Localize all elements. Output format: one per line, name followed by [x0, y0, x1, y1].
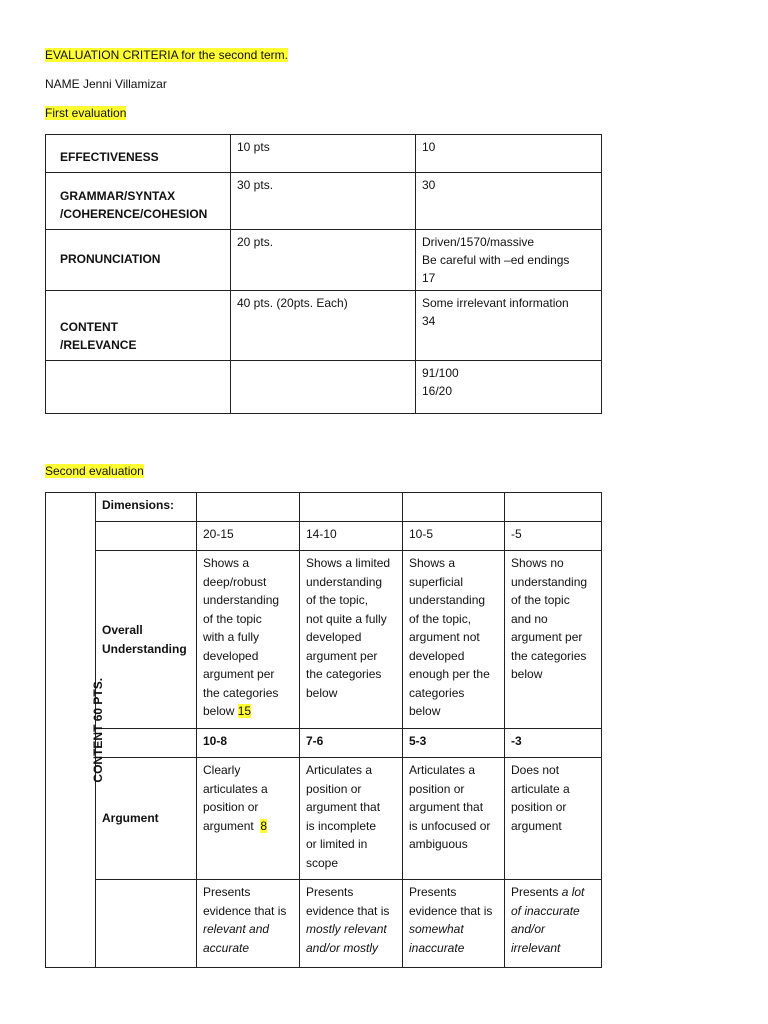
range-cell: 20-15 — [197, 522, 300, 551]
range-cell: 10-5 — [403, 522, 505, 551]
descriptor-line: below — [511, 667, 543, 681]
descriptor-cell — [505, 551, 602, 729]
descriptor-cell — [403, 880, 505, 968]
descriptor-line: is incomplete — [306, 818, 377, 833]
descriptor-line: not quite a fully — [306, 611, 387, 626]
side-label-text: CONTENT 60 PTS. — [91, 677, 106, 783]
descriptor-line: argument that — [306, 800, 381, 814]
total-cell — [416, 361, 602, 414]
descriptor-line: understanding — [306, 574, 383, 589]
descriptor-line: Presents — [409, 885, 457, 899]
descriptor-line: argument per — [203, 667, 275, 681]
second-evaluation-label: Second evaluation — [45, 464, 144, 478]
table-row — [46, 758, 602, 880]
descriptor-cell — [197, 551, 300, 729]
descriptor-line: Shows a limited — [306, 556, 391, 570]
descriptor-line: the categories — [203, 685, 279, 700]
descriptor-line: Shows a — [203, 556, 250, 570]
empty-cell — [96, 880, 197, 968]
score-cell — [416, 135, 602, 173]
score-line: Be careful with –ed endings — [422, 253, 570, 267]
descriptor-line: argument — [511, 818, 562, 833]
rubric-table — [45, 492, 602, 968]
range-cell: -3 — [505, 729, 602, 758]
descriptor-line: evidence that is — [306, 903, 390, 918]
descriptor-line: argument per — [511, 630, 583, 644]
descriptor-line: relevant and — [203, 922, 270, 936]
descriptor-line: superficial — [409, 574, 464, 589]
descriptor-text-italic: a lot — [561, 885, 585, 899]
points-cell: 30 pts. — [231, 173, 416, 230]
empty-cell — [96, 522, 197, 551]
argument-score-highlight: 8 — [260, 818, 268, 833]
descriptor-line: of inaccurate — [511, 903, 580, 918]
table-row — [46, 729, 602, 758]
descriptor-line — [203, 817, 293, 836]
dimension-label-line: Overall — [102, 623, 143, 637]
descriptor-line: below — [409, 704, 441, 718]
score-cell — [416, 291, 602, 361]
descriptor-line: argument per — [306, 648, 378, 663]
descriptor-cell — [300, 551, 403, 729]
descriptor-line: Articulates a — [409, 763, 476, 777]
descriptor-text: below — [203, 704, 235, 718]
range-cell: 5-3 — [403, 729, 505, 758]
table-row — [46, 493, 602, 522]
criterion-cell: EFFECTIVENESS — [46, 135, 231, 173]
score-line: 30 — [422, 178, 436, 192]
descriptor-line: position or — [409, 781, 465, 796]
empty-cell — [403, 493, 505, 522]
criterion-cell — [46, 291, 231, 361]
descriptor-line: accurate — [203, 940, 250, 955]
score-cell — [416, 173, 602, 230]
criterion-line: /COHERENCE/COHESION — [60, 207, 208, 221]
score-line: 34 — [422, 314, 436, 328]
descriptor-line: mostly relevant — [306, 922, 387, 936]
descriptor-line: inaccurate — [409, 940, 465, 955]
descriptor-line: understanding — [203, 593, 280, 607]
descriptor-line: and/or — [511, 922, 546, 936]
descriptor-line: below — [306, 685, 338, 700]
overall-score-highlight: 15 — [237, 704, 252, 718]
table-row — [46, 522, 602, 551]
empty-cell — [96, 729, 197, 758]
score-line: 10 — [422, 140, 436, 154]
descriptor-line: ambiguous — [409, 837, 468, 851]
points-cell: 20 pts. — [231, 230, 416, 291]
points-cell: 10 pts — [231, 135, 416, 173]
descriptor-line: enough per the — [409, 667, 490, 681]
descriptor-line: evidence that is — [203, 903, 287, 918]
descriptor-text: argument — [203, 818, 254, 833]
descriptor-line: Shows no — [511, 556, 564, 570]
descriptor-line: Shows a — [409, 556, 456, 570]
table-row — [46, 230, 602, 291]
empty-cell — [197, 493, 300, 522]
descriptor-line: Clearly — [203, 763, 241, 777]
criterion-line: GRAMMAR/SYNTAX — [60, 189, 176, 203]
descriptor-cell — [197, 758, 300, 880]
criterion-line: /RELEVANCE — [60, 338, 137, 352]
descriptor-cell — [300, 758, 403, 880]
descriptor-line: of the topic — [203, 611, 262, 626]
title-highlight: EVALUATION CRITERIA for the second term. — [45, 48, 288, 62]
table-row — [46, 173, 602, 230]
first-evaluation-table — [45, 134, 602, 414]
descriptor-line: developed — [203, 648, 259, 663]
table-row — [46, 135, 602, 173]
descriptor-line: Articulates a — [306, 763, 373, 777]
descriptor-line: and no — [511, 611, 548, 626]
descriptor-line: articulates a — [203, 781, 268, 796]
descriptor-line: deep/robust — [203, 574, 267, 589]
descriptor-cell — [300, 880, 403, 968]
descriptor-cell — [403, 551, 505, 729]
first-evaluation-label: First evaluation — [45, 106, 127, 120]
criterion-cell — [46, 173, 231, 230]
descriptor-line: with a fully — [203, 630, 260, 644]
descriptor-line — [511, 883, 595, 902]
descriptor-line: of the topic, — [409, 611, 472, 626]
descriptor-line: somewhat — [409, 922, 464, 936]
descriptor-line: evidence that is — [409, 903, 493, 918]
dimension-label-line: Understanding — [102, 641, 187, 656]
argument-label: Argument — [96, 758, 197, 880]
descriptor-line: developed — [306, 630, 362, 644]
second-evaluation-heading — [45, 464, 144, 478]
descriptor-line: the categories — [511, 648, 587, 663]
descriptor-line: or limited in — [306, 837, 368, 851]
table-row — [46, 551, 602, 729]
descriptor-line: argument that — [409, 800, 484, 814]
points-cell: 40 pts. (20pts. Each) — [231, 291, 416, 361]
descriptor-line: developed — [409, 648, 465, 663]
descriptor-line: position or — [511, 800, 567, 814]
first-evaluation-heading — [45, 106, 126, 120]
range-cell: 7-6 — [300, 729, 403, 758]
dimensions-label: Dimensions: — [96, 493, 197, 522]
descriptor-line: understanding — [409, 593, 486, 607]
empty-cell — [505, 493, 602, 522]
range-cell: 10-8 — [197, 729, 300, 758]
descriptor-line: argument not — [409, 630, 480, 644]
points-cell — [231, 361, 416, 414]
descriptor-line: scope — [306, 855, 339, 870]
descriptor-text: Presents — [511, 885, 559, 899]
descriptor-line: and/or mostly — [306, 940, 379, 955]
overall-understanding-label — [96, 551, 197, 729]
table-row — [46, 880, 602, 968]
descriptor-line: is unfocused or — [409, 818, 491, 833]
name-line: NAME Jenni Villamizar — [45, 77, 167, 91]
descriptor-cell — [505, 758, 602, 880]
descriptor-line: of the topic, — [306, 593, 369, 607]
score-cell — [416, 230, 602, 291]
score-line: 17 — [422, 271, 436, 285]
descriptor-line: articulate a — [511, 781, 570, 796]
descriptor-line: position or — [203, 800, 259, 814]
score-line: Driven/1570/massive — [422, 235, 535, 249]
descriptor-line: Presents — [306, 885, 354, 899]
descriptor-line: categories — [409, 685, 465, 700]
descriptor-line: understanding — [511, 574, 588, 589]
criterion-cell — [46, 361, 231, 414]
range-cell: 14-10 — [300, 522, 403, 551]
descriptor-line: position or — [306, 781, 362, 796]
score-line: Some irrelevant information — [422, 296, 569, 310]
total-line: 16/20 — [422, 384, 453, 398]
criterion-cell: PRONUNCIATION — [46, 230, 231, 291]
descriptor-line: Presents — [203, 885, 251, 899]
content-side-label — [46, 493, 106, 968]
descriptor-cell — [505, 880, 602, 968]
descriptor-cell — [403, 758, 505, 880]
descriptor-line: of the topic — [511, 593, 570, 607]
descriptor-line: irrelevant — [511, 940, 561, 955]
total-line: 91/100 — [422, 366, 459, 380]
document-title — [45, 48, 288, 62]
descriptor-cell — [197, 880, 300, 968]
table-row — [46, 361, 602, 414]
descriptor-line: Does not — [511, 763, 560, 777]
range-cell: -5 — [505, 522, 602, 551]
descriptor-line — [203, 702, 293, 721]
empty-cell — [300, 493, 403, 522]
table-row — [46, 291, 602, 361]
descriptor-line: the categories — [306, 667, 382, 681]
criterion-line: CONTENT — [60, 320, 118, 334]
